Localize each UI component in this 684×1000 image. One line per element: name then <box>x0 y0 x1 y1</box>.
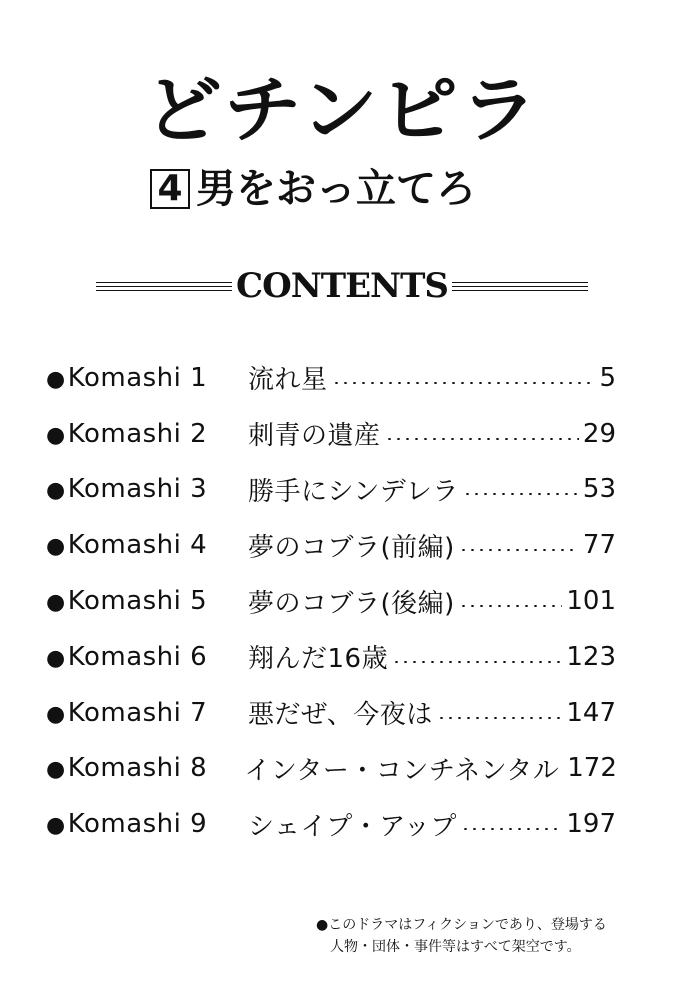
toc-entry[interactable] <box>46 685 616 741</box>
toc-page-number: 101 <box>566 586 616 617</box>
bullet-icon: ● <box>46 645 66 671</box>
toc-dot-leader <box>332 382 592 384</box>
toc-title: インター・コンチネンタル <box>244 755 560 786</box>
toc-chapter-label: Komashi 1 <box>67 362 208 393</box>
toc-chapter <box>46 586 248 616</box>
disclaimer-line-1: ●このドラマはフィクションであり、登場する <box>316 917 607 933</box>
toc-chapter <box>46 698 248 728</box>
contents-rule-left <box>96 282 232 291</box>
toc-chapter-label: Komashi 9 <box>67 809 208 840</box>
bullet-icon: ● <box>46 813 66 839</box>
bullet-icon: ● <box>46 534 66 560</box>
toc-entry[interactable] <box>46 741 616 797</box>
bullet-icon: ● <box>46 366 66 392</box>
toc-page-number: 147 <box>566 697 616 728</box>
disclaimer-line-2: 人物・団体・事件等はすべて架空です。 <box>330 939 581 955</box>
bullet-icon: ● <box>46 590 66 616</box>
toc-page-number: 29 <box>582 418 616 449</box>
toc-chapter <box>46 530 248 560</box>
toc-chapter-label: Komashi 2 <box>67 418 208 449</box>
toc-chapter <box>46 474 248 504</box>
toc-page-number: 77 <box>582 530 616 561</box>
toc-chapter-label: Komashi 6 <box>67 641 208 672</box>
toc-chapter <box>46 753 244 783</box>
volume-number-box: 4 <box>150 169 190 209</box>
toc-title: 夢のコブラ(後編) <box>248 588 455 619</box>
bullet-icon: ● <box>46 757 66 783</box>
toc-entry[interactable] <box>46 406 616 462</box>
fiction-disclaimer <box>316 914 656 958</box>
toc-title: 勝手にシンデレラ <box>248 476 459 507</box>
toc-entry[interactable] <box>46 796 616 852</box>
toc-page-number: 5 <box>599 362 616 393</box>
toc-dot-leader <box>461 828 562 830</box>
toc-chapter-label: Komashi 4 <box>67 530 208 561</box>
toc-chapter-label: Komashi 8 <box>67 753 208 784</box>
toc-page-number: 53 <box>582 474 616 505</box>
bullet-icon: ● <box>46 478 66 504</box>
toc-entry[interactable] <box>46 573 616 629</box>
toc-page-number: 172 <box>567 753 617 784</box>
volume-subtitle: 男をおっ立てろ <box>196 166 476 212</box>
contents-header <box>96 264 588 308</box>
toc-chapter <box>46 363 248 393</box>
toc-chapter <box>46 419 248 449</box>
toc-title: 流れ星 <box>248 365 328 396</box>
toc-title: 刺青の遺産 <box>248 421 381 452</box>
toc-entry[interactable] <box>46 350 616 406</box>
toc-dot-leader <box>459 549 579 551</box>
toc-dot-leader <box>459 605 563 607</box>
toc-title: 悪だぜ、今夜は <box>248 700 433 731</box>
volume-heading <box>150 164 476 214</box>
toc-title: 夢のコブラ(前編) <box>248 532 455 563</box>
contents-rule-right <box>452 282 588 291</box>
table-of-contents <box>46 350 616 852</box>
toc-entry[interactable] <box>46 629 616 685</box>
bullet-icon: ● <box>46 701 66 727</box>
toc-dot-leader <box>392 661 562 663</box>
toc-page-number: 197 <box>566 809 616 840</box>
bullet-icon: ● <box>46 422 66 448</box>
toc-title: 翔んだ16歳 <box>248 644 389 675</box>
toc-dot-leader <box>463 493 579 495</box>
toc-chapter <box>46 809 248 839</box>
toc-chapter-label: Komashi 3 <box>67 474 208 505</box>
toc-chapter-label: Komashi 7 <box>67 697 208 728</box>
toc-chapter <box>46 642 248 672</box>
contents-label: CONTENTS <box>236 266 448 306</box>
toc-chapter-label: Komashi 5 <box>67 586 208 617</box>
toc-dot-leader <box>437 717 563 719</box>
toc-entry[interactable] <box>46 462 616 518</box>
toc-page-number: 123 <box>566 641 616 672</box>
toc-title: シェイプ・アップ <box>248 811 457 842</box>
toc-entry[interactable] <box>46 517 616 573</box>
book-title: どチンピラ <box>144 68 540 152</box>
toc-dot-leader <box>385 438 579 440</box>
